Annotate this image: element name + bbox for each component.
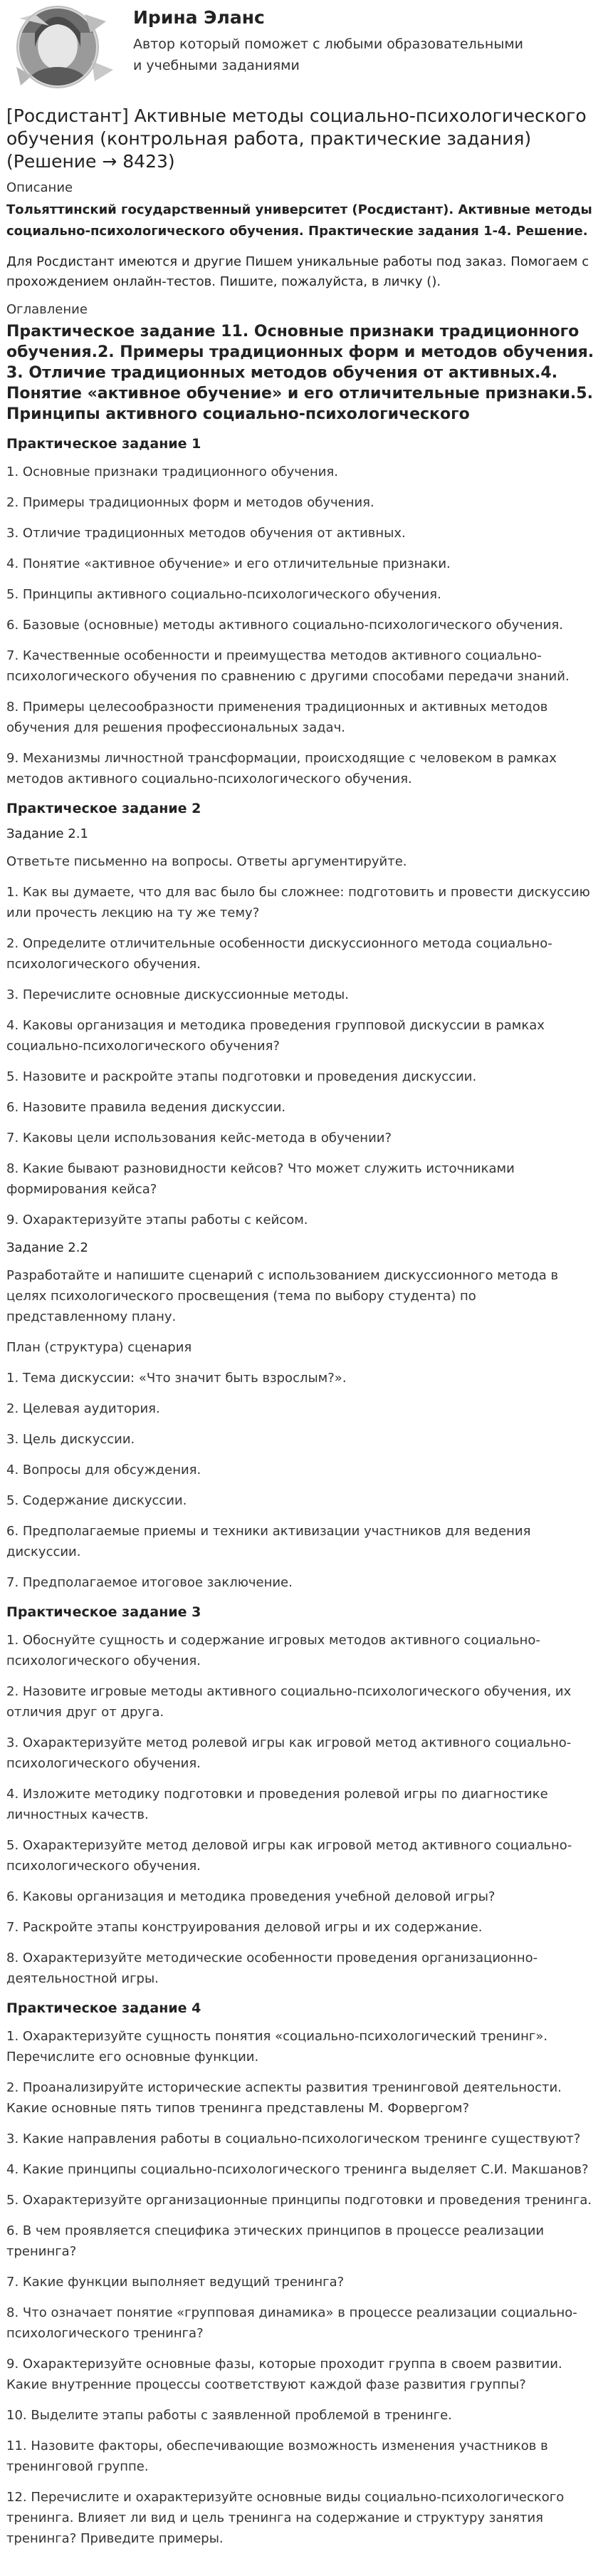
task-item: 2. Целевая аудитория. xyxy=(6,1401,160,1416)
task-item: 12. Перечислите и охарактеризуйте основные виды социально-психологического тренинга. Влияет ли вид и цель тренинга на содержание и структуру занятия тренинга? Приведите примеры. xyxy=(6,2490,565,2546)
task-item: 5. Содержание дискуссии. xyxy=(6,1493,187,1508)
description-label: Описание xyxy=(6,180,73,195)
task-item: 1. Обоснуйте сущность и содержание игровых методов активного социально-психологического обучения. xyxy=(6,1633,540,1668)
task-section xyxy=(6,436,597,789)
task-item: 6. В чем проявляется специфика этических принципов в процессе реализации тренинга? xyxy=(6,2223,545,2259)
task-item: 6. Базовые (основные) методы активного социально-психологического обучения. xyxy=(6,618,563,633)
task-item: 4. Какие принципы социально-психологического тренинга выделяет С.И. Макшанов? xyxy=(6,2162,589,2177)
toc-text: Практическое задание 11. Основные признаки традиционного обучения.2. Примеры традиционных форм и методов обучения. 3. Отличие традиционных методов обучения от активных.4. Понятие «активное обучение» и его отличительные признаки.5. Принципы активного социально-психологического xyxy=(6,323,594,423)
task-item: 1. Охарактеризуйте сущность понятия «социально-психологический тренинг». Перечислите его основные функции. xyxy=(6,2029,548,2065)
task-item: 4. Изложите методику подготовки и проведения ролевой игры по диагностике личностных качеств. xyxy=(6,1787,548,1822)
task-item: 3. Охарактеризуйте метод ролевой игры как игровой метод активного социально-психологического обучения. xyxy=(6,1735,572,1771)
task-item: 7. Предполагаемое итоговое заключение. xyxy=(6,1575,293,1590)
author-info xyxy=(133,4,532,76)
task-item: 6. Каковы организация и методика проведения учебной деловой игры? xyxy=(6,1889,495,1904)
task-item: 3. Какие направления работы в социально-психологическом тренинге существуют? xyxy=(6,2131,581,2146)
task-item: 4. Вопросы для обсуждения. xyxy=(6,1463,201,1477)
task-item: 9. Охарактеризуйте основные фазы, которые проходит группа в своем развитии. Какие внутренние процессы соответствуют каждой фазе развития группы? xyxy=(6,2357,562,2392)
task-item: 2. Назовите игровые методы активного социально-психологического обучения, их отличия друг от друга. xyxy=(6,1684,572,1720)
task-item: 5. Охарактеризуйте организационные принципы подготовки и проведения тренинга. xyxy=(6,2193,592,2208)
task-item: 6. Назовите правила ведения дискуссии. xyxy=(6,1100,286,1115)
task-item: 5. Назовите и раскройте этапы подготовки и проведения дискуссии. xyxy=(6,1069,477,1084)
subtask-heading: Задание 2.1 xyxy=(6,826,88,841)
task-item: 2. Примеры традиционных форм и методов обучения. xyxy=(6,495,374,510)
task-item: 1. Основные признаки традиционного обучения. xyxy=(6,464,338,479)
document-title: [Росдистант] Активные методы социально-психологического обучения (контрольная работа, практические задания) (Решение → 8423) xyxy=(6,105,587,172)
task-item: 8. Что означает понятие «групповая динамика» в процессе реализации социально-психологического тренинга? xyxy=(6,2305,577,2341)
subtask-heading: Задание 2.2 xyxy=(6,1240,88,1255)
task-item: 4. Каковы организация и методика проведения групповой дискуссии в рамках социально-психологического обучения? xyxy=(6,1018,545,1054)
task-item: 10. Выделите этапы работы с заявленной проблемой в тренинге. xyxy=(6,2408,452,2423)
section-title: Практическое задание 2 xyxy=(6,801,201,816)
task-item: План (структура) сценария xyxy=(6,1340,192,1355)
task-item: 8. Охарактеризуйте методические особенности проведения организационно-деятельностной игры. xyxy=(6,1951,538,1986)
task-item: 8. Примеры целесообразности применения традиционных и активных методов обучения для решения профессиональных задач. xyxy=(6,700,548,735)
task-section xyxy=(6,2000,597,2549)
author-name[interactable]: Ирина Эланс xyxy=(133,7,265,28)
avatar-photo xyxy=(6,4,119,90)
section-title: Практическое задание 1 xyxy=(6,436,201,452)
author-description: Автор который поможет с любыми образовательными и учебными заданиями xyxy=(133,36,524,73)
task-item: 7. Раскройте этапы конструирования деловой игры и их содержание. xyxy=(6,1920,483,1935)
toc-label: Оглавление xyxy=(6,302,88,317)
task-item: 1. Как вы думаете, что для вас было бы сложнее: подготовить и провести дискуссию или прочесть лекцию на ту же тему? xyxy=(6,885,590,920)
task-item: 7. Качественные особенности и преимущества методов активного социально-психологического обучения по сравнению с другими способами передачи знаний. xyxy=(6,648,570,684)
task-item: 2. Проанализируйте исторические аспекты развития тренинговой деятельности. Какие основные пять типов тренинга представлены М. Форвергом? xyxy=(6,2080,562,2116)
task-item: 5. Охарактеризуйте метод деловой игры как игровой метод активного социально-психологического обучения. xyxy=(6,1838,572,1874)
section-title: Практическое задание 4 xyxy=(6,2000,201,2016)
task-sections xyxy=(6,436,597,2549)
task-item: 9. Охарактеризуйте этапы работы с кейсом. xyxy=(6,1212,308,1227)
task-section xyxy=(6,801,597,1593)
task-item: 4. Понятие «активное обучение» и его отличительные признаки. xyxy=(6,556,451,571)
task-item: 7. Какие функции выполняет ведущий тренинга? xyxy=(6,2275,345,2290)
author-header xyxy=(6,0,597,98)
task-item: 7. Каковы цели использования кейс-метода в обучении? xyxy=(6,1131,392,1146)
task-item: 5. Принципы активного социально-психологического обучения. xyxy=(6,587,441,602)
task-item: 11. Назовите факторы, обеспечивающие возможность изменения участников в тренинговой группе. xyxy=(6,2439,548,2474)
task-section xyxy=(6,1604,597,1989)
task-item: 9. Механизмы личностной трансформации, происходящие с человеком в рамках методов активного социально-психологического обучения. xyxy=(6,751,557,786)
avatar[interactable] xyxy=(6,4,119,90)
task-item: 8. Какие бывают разновидности кейсов? Что может служить источниками формирования кейса? xyxy=(6,1161,515,1197)
task-item: 3. Цель дискуссии. xyxy=(6,1432,135,1447)
task-item: 6. Предполагаемые приемы и техники активизации участников для ведения дискуссии. xyxy=(6,1524,531,1559)
description-bold: Тольяттинский государственный университет (Росдистант). Активные методы социально-психологического обучения. Практические задания 1-4. Решение. xyxy=(6,202,592,239)
section-title: Практическое задание 3 xyxy=(6,1604,201,1620)
description-text: Для Росдистант имеются и другие Пишем уникальные работы под заказ. Помогаем с прохождением онлайн-тестов. Пишите, пожалуйста, в личку (). xyxy=(6,254,589,289)
task-item: Разработайте и напишите сценарий с использованием дискуссионного метода в целях психологического просвещения (тема по выбору студента) по представленному плану. xyxy=(6,1268,559,1324)
task-item: 2. Определите отличительные особенности дискуссионного метода социально-психологического обучения. xyxy=(6,936,552,972)
task-item: 3. Отличие традиционных методов обучения от активных. xyxy=(6,526,406,541)
task-item: 3. Перечислите основные дискуссионные методы. xyxy=(6,987,349,1002)
task-item: 1. Тема дискуссии: «Что значит быть взрослым?». xyxy=(6,1371,347,1386)
task-item: Ответьте письменно на вопросы. Ответы аргументируйте. xyxy=(6,854,407,869)
